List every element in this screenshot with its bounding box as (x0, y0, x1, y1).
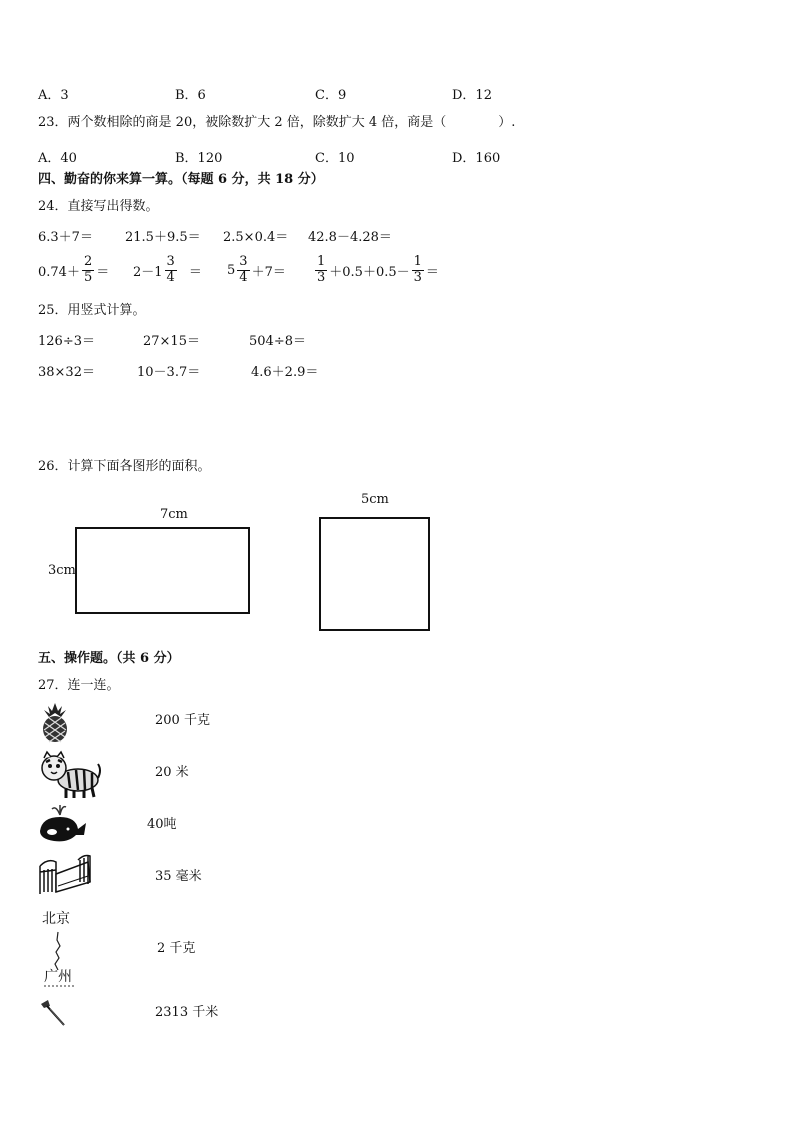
q23-option-b: B．120 (175, 151, 223, 166)
q24-expr-4: 42.8－4.28＝ (308, 230, 392, 245)
q23-option-c: C．10 (315, 151, 355, 166)
rect-height-label: 3cm (48, 563, 76, 578)
map-city-guangzhou: 广州 (44, 969, 72, 985)
q27-stem: 27．连一连。 (38, 678, 120, 693)
q24-stem: 24．直接写出得数。 (38, 199, 159, 214)
section-4-title: 四、勤奋的你来算一算。（每题 6 分，共 18 分） (38, 172, 324, 187)
rectangle-shape (75, 527, 250, 614)
q26-stem: 26．计算下面各图形的面积。 (38, 459, 211, 474)
fraction: $\frac{2}{5}$ (83, 254, 93, 285)
q24-fraction-expr-4: $\frac{1}{3}$ ＋0.5＋0.5－ $\frac{1}{3}$ ＝ (317, 254, 439, 285)
q25-expr-6: 4.6＋2.9＝ (251, 365, 319, 380)
match-label-5: 2 千克 (157, 941, 196, 956)
q24-fraction-expr-2: 2－1 $\frac{3}{4}$ ＝ (133, 254, 202, 285)
q23-option-a: A．40 (38, 151, 77, 166)
q22-option-a: A．3 (38, 88, 69, 103)
q24-expr-3: 2.5×0.4＝ (223, 230, 289, 245)
section-5-title: 五、操作题。（共 6 分） (38, 651, 180, 666)
fraction: $\frac{1}{3}$ (413, 254, 422, 285)
fraction: $\frac{3}{4}$ (166, 254, 175, 285)
q24-expr-1: 6.3＋7＝ (38, 230, 93, 245)
rect-width-label: 7cm (160, 507, 188, 522)
square-side-label: 5cm (361, 492, 389, 507)
q25-stem: 25．用竖式计算。 (38, 303, 146, 318)
q25-expr-2: 27×15＝ (143, 334, 200, 349)
q25-expr-5: 10－3.7＝ (137, 365, 201, 380)
q24-fraction-expr-1: 0.74＋ $\frac{2}{5}$ ＝ (38, 254, 110, 285)
q25-expr-3: 504÷8＝ (249, 334, 306, 349)
bed-icon (38, 852, 92, 898)
match-label-1: 200 千克 (155, 713, 210, 728)
q24-fraction-expr-3: 5 $\frac{3}{4}$ ＋7＝ (227, 254, 286, 285)
pineapple-icon (38, 701, 72, 743)
map-route-icon (42, 912, 82, 992)
q24-expr-2: 21.5＋9.5＝ (125, 230, 201, 245)
q22-option-b: B．6 (175, 88, 206, 103)
fraction: $\frac{3}{4}$ (239, 254, 248, 285)
q23-stem: 23．两个数相除的商是 20，被除数扩大 2 倍，除数扩大 4 倍，商是（ ）. (38, 115, 516, 130)
pushpin-icon (38, 998, 68, 1028)
q23-option-d: D．160 (452, 151, 501, 166)
whale-icon (38, 803, 88, 843)
tiger-icon (38, 750, 102, 800)
q22-option-c: C．9 (315, 88, 347, 103)
match-label-4: 35 毫米 (155, 869, 202, 884)
fraction: $\frac{1}{3}$ (317, 254, 326, 285)
match-label-2: 20 米 (155, 765, 189, 780)
map-city-beijing: 北京 (42, 911, 70, 927)
q22-option-d: D．12 (452, 88, 492, 103)
square-shape (319, 517, 430, 631)
q25-expr-1: 126÷3＝ (38, 334, 95, 349)
match-label-6: 2313 千米 (155, 1005, 219, 1020)
match-label-3: 40吨 (147, 817, 177, 832)
q25-expr-4: 38×32＝ (38, 365, 95, 380)
